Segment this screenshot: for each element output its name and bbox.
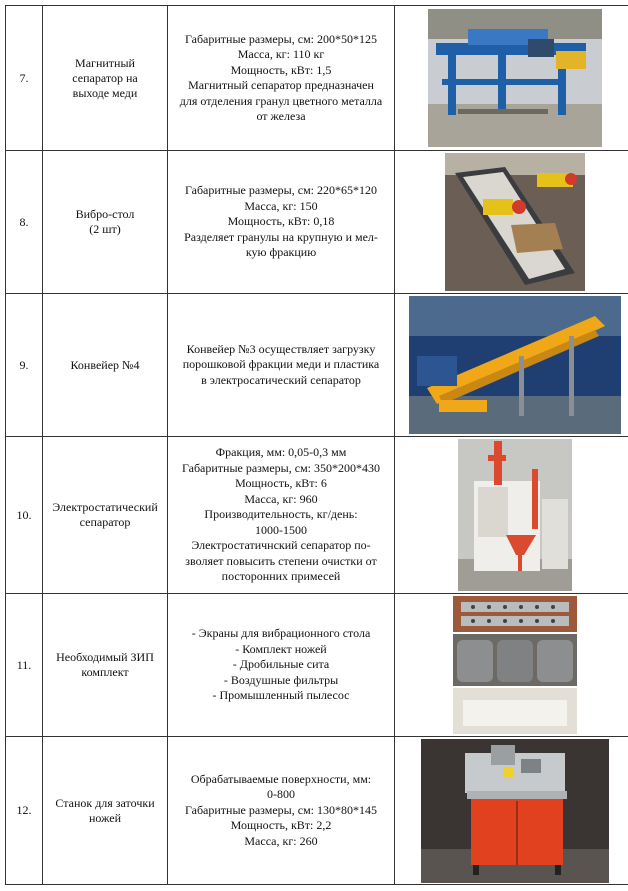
equipment-photo-cell	[395, 437, 628, 594]
table-row	[6, 6, 628, 151]
table-row	[6, 737, 628, 885]
vibro-table-photo	[445, 153, 585, 291]
equipment-description: Габаритные размеры, см: 220*65*120 Масса, кг: 150 Мощность, кВт: 0,18 Разделяет гранулы на крупную и мел- кую фракцию	[168, 151, 395, 294]
row-number: 11.	[6, 594, 43, 737]
table-row	[6, 151, 628, 294]
equipment-description: Габаритные размеры, см: 200*50*125 Масса, кг: 110 кг Мощность, кВт: 1,5 Магнитный сепаратор предназначен для отделения гранул цветного металла от железа	[168, 6, 395, 151]
spare-parts-photo	[453, 596, 577, 734]
equipment-description: Обрабатываемые поверхности, мм: 0-800 Габаритные размеры, см: 130*80*145 Мощность, кВт: 2,2 Масса, кг: 260	[168, 737, 395, 885]
row-number: 12.	[6, 737, 43, 885]
row-number: 8.	[6, 151, 43, 294]
row-number: 7.	[6, 6, 43, 151]
row-number: 9.	[6, 294, 43, 437]
magnetic-separator-photo	[428, 9, 602, 147]
equipment-photo-cell	[395, 294, 628, 437]
knife-grinder-photo	[421, 739, 609, 883]
table-row	[6, 594, 628, 737]
conveyor-photo	[409, 296, 621, 434]
equipment-name: Необходимый ЗИП комплект	[43, 594, 168, 737]
equipment-name: Магнитный сепаратор на выходе меди	[43, 6, 168, 151]
table-row	[6, 437, 628, 594]
equipment-photo-cell	[395, 151, 628, 294]
equipment-photo-cell	[395, 737, 628, 885]
row-number: 10.	[6, 437, 43, 594]
electrostatic-separator-photo	[458, 439, 572, 591]
equipment-name: Конвейер №4	[43, 294, 168, 437]
equipment-name: Электростатический сепаратор	[43, 437, 168, 594]
equipment-description: Конвейер №3 осуществляет загрузку порошковой фракции меди и пластика в электросатический сепаратор	[168, 294, 395, 437]
equipment-name: Вибро-стол (2 шт)	[43, 151, 168, 294]
equipment-spec-table	[5, 5, 628, 885]
equipment-photo-cell	[395, 594, 628, 737]
table-row	[6, 294, 628, 437]
equipment-description: Фракция, мм: 0,05-0,3 мм Габаритные размеры, см: 350*200*430 Мощность, кВт: 6 Масса, кг: 960 Производительность, кг/день: 1000-1500 Электростатичнский сепаратор по- зволяет повысить степени очистки от посторонних примесей	[168, 437, 395, 594]
equipment-name: Станок для заточки ножей	[43, 737, 168, 885]
equipment-photo-cell	[395, 6, 628, 151]
equipment-description: - Экраны для вибрационного стола - Комплект ножей - Дробильные сита - Воздушные фильтры - Промышленный пылесос	[168, 594, 395, 737]
